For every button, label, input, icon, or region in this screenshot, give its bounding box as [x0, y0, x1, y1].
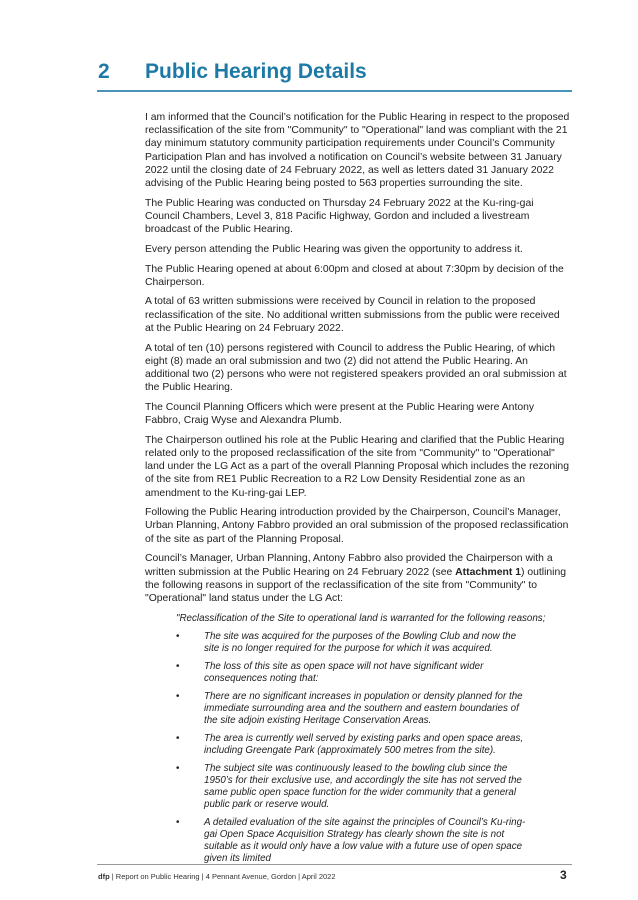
footer-rule — [97, 864, 572, 865]
paragraph: The Chairperson outlined his role at the Public Hearing and clarified that the Public Hearing related only to the proposed reclassification of the site from "Community" to "Operational" land under the LG Act as a part of the overall Planning Proposal which includes the rezoning of the site from RE1 Public Recreation to a R2 Low Density Residential zone as an amendment to the Ku-ring-gai LEP. — [145, 434, 569, 499]
paragraph: The Public Hearing was conducted on Thursday 24 February 2022 at the Ku-ring-gai Council Chambers, Level 3, 818 Pacific Highway, Gordon and included a livestream broadcast of the Public Hearing. — [145, 197, 534, 236]
paragraph: I am informed that the Council’s notification for the Public Hearing in respect to the proposed reclassification of the site from "Community" to "Operational" land was compliant with the 21 day minimum statutory community participation requirements under Council’s Community Participation Plan and has involved a notification on Council’s website between 31 January 2022 until the closing date of 24 February 2022, as well as letters dated 31 January 2022 advising of the Public Hearing being posted to 563 properties surrounding the site. — [145, 112, 570, 190]
paragraph: The Council Planning Officers which were present at the Public Hearing were Antony Fabbro, Craig Wyse and Alexandra Plumb. — [145, 401, 535, 427]
list-item-text: A detailed evaluation of the site against the principles of Council’s Ku-ring-gai Open Space Acquisition Strategy has clearly shown the site is not suitable as it would only have a low value with a future use of open space given its limited — [204, 817, 526, 865]
bullet-icon: • — [176, 817, 180, 829]
quoted-submission — [176, 613, 570, 865]
list-item-text: There are no significant increases in population or density planned for the immediate surrounding area and the southern and eastern boundaries of the site adjoin existing Heritage Conservation Areas. — [204, 691, 523, 727]
list-item-text: The subject site was continuously leased to the bowling club since the 1950’s for their exclusive use, and accordingly the site has not served the same public open space function for the wider community that a general public park or reserve would. — [204, 763, 522, 811]
list-item-text: The site was acquired for the purposes of the Bowling Club and now the site is no longer required for the purpose for which it was acquired. — [204, 631, 517, 655]
list-item — [176, 691, 570, 727]
list-item — [176, 631, 570, 655]
list-item — [176, 763, 570, 811]
text: Council’s Manager, Urban Planning, Antony Fabbro also provided the Chairperson with a written submission at the Public Hearing on 24 February 2022 (see — [145, 553, 553, 578]
heading-rule — [97, 90, 572, 92]
list-item — [176, 817, 570, 865]
text: ) outlining the following reasons in support of the reclassification of the site from "Community" to "Operational" land status under the LG Act: — [145, 566, 567, 604]
paragraph — [145, 552, 570, 605]
list-item — [176, 733, 570, 757]
footer-brand: dfp — [98, 872, 110, 881]
footer-text: | Report on Public Hearing | 4 Pennant Avenue, Gordon | April 2022 — [109, 872, 336, 881]
quote-intro: "Reclassification of the Site to operational land is warranted for the following reasons; — [176, 613, 546, 625]
body-text — [145, 111, 570, 871]
attachment-reference: Attachment 1 — [455, 566, 521, 578]
paragraph: Every person attending the Public Hearing was given the opportunity to address it. — [145, 243, 523, 255]
list-item-text: The area is currently well served by existing parks and open space areas, including Greengate Park (approximately 500 metres from the site). — [204, 733, 524, 757]
list-item-text: The loss of this site as open space will not have significant wider consequences noting that: — [204, 661, 484, 685]
paragraph: A total of ten (10) persons registered with Council to address the Public Hearing, of which eight (8) made an oral submission and two (2) did not attend the Public Hearing. An additional two (2) persons who were not registered speakers provided an oral submission at the Public Hearing. — [145, 342, 567, 394]
paragraph: Following the Public Hearing introduction provided by the Chairperson, Council’s Manager, Urban Planning, Antony Fabbro provided an oral submission of the proposed reclassification of the site as part of the Planning Proposal. — [145, 507, 569, 545]
bullet-icon: • — [176, 691, 180, 703]
section-number: 2 — [98, 60, 110, 83]
page-number: 3 — [560, 868, 567, 882]
section-title: Public Hearing Details — [145, 60, 367, 83]
paragraph: A total of 63 written submissions were received by Council in relation to the proposed reclassification of the site. No additional written submissions from the public were received at the Public Hearing on 24 February 2022. — [145, 296, 560, 334]
footer — [98, 872, 336, 881]
list-item — [176, 661, 570, 685]
bullet-icon: • — [176, 733, 180, 745]
bullet-icon: • — [176, 763, 180, 775]
bullet-icon: • — [176, 631, 180, 643]
section-heading — [98, 60, 367, 84]
paragraph: The Public Hearing opened at about 6:00pm and closed at about 7:30pm by decision of the Chairperson. — [145, 263, 564, 288]
bullet-icon: • — [176, 661, 180, 673]
